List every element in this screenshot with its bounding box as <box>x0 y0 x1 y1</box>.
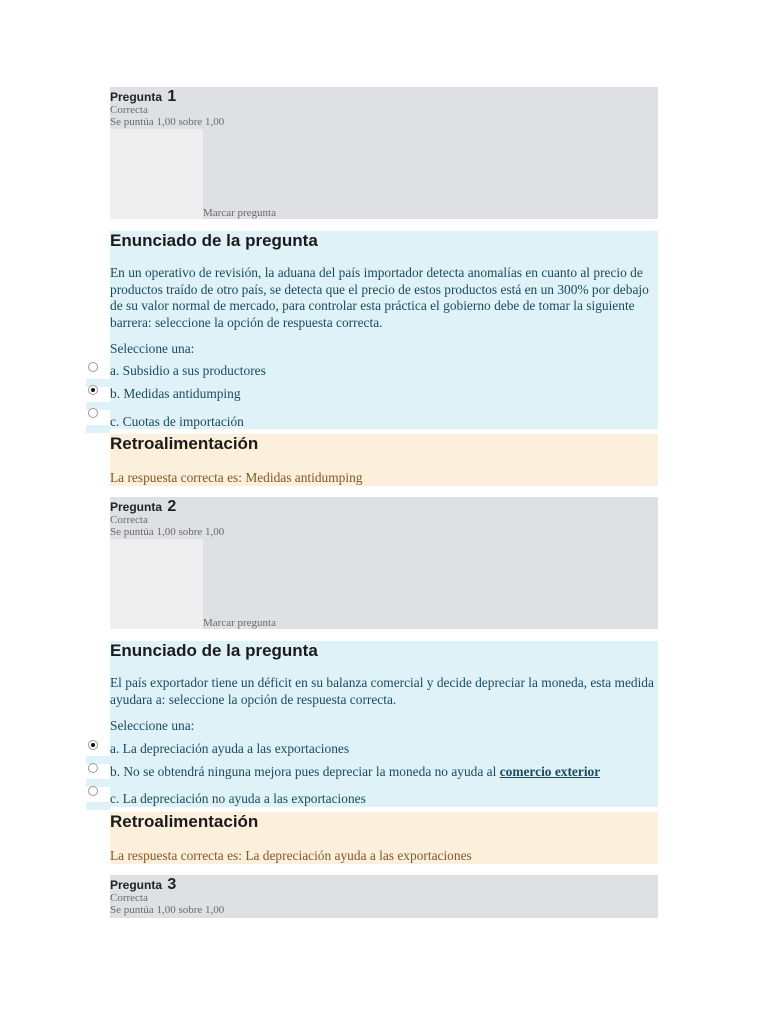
question-label: Pregunta <box>110 500 163 514</box>
flag-area <box>110 539 203 629</box>
answer-strip <box>86 425 110 433</box>
flag-question-link[interactable]: Marcar pregunta <box>203 617 276 629</box>
flag-area <box>110 129 203 219</box>
question-label: Pregunta <box>110 878 163 892</box>
feedback-2 <box>110 812 658 864</box>
question-grade: Se puntúa 1,00 sobre 1,00 <box>110 904 225 916</box>
question-text: En un operativo de revisión, la aduana del país importador detecta anomalías en cuanto al precio de productos traído de otro país, se detecta que el precio de estos productos está en un 300% por debajo de su valor normal de mercado, para controlar esta práctica el gobierno debe de tomar la siguiente barrera: seleccione la opción de respuesta correcta. <box>110 265 649 330</box>
question-text: El país exportador tiene un déficit en su balanza comercial y decide depreciar la moneda, esta medida ayudara a: seleccione la opción de respuesta correcta. <box>110 675 654 707</box>
answer-option-b[interactable] <box>110 764 600 780</box>
answer-radio-c[interactable] <box>88 408 98 418</box>
answer-option-a[interactable]: a. Subsidio a sus productores <box>110 363 266 378</box>
question-number-value: 3 <box>167 876 177 893</box>
feedback-heading: Retroalimentación <box>110 812 259 831</box>
answer-option-a[interactable]: a. La depreciación ayuda a las exportaciones <box>110 741 350 756</box>
question-grade: Se puntúa 1,00 sobre 1,00 <box>110 116 225 128</box>
question-number <box>110 90 658 104</box>
answer-option-c[interactable]: c. La depreciación no ayuda a las exportaciones <box>110 791 366 806</box>
question-number <box>110 500 658 514</box>
right-answer: La respuesta correcta es: Medidas antidumping <box>110 470 363 485</box>
question-state: Correcta <box>110 104 148 116</box>
question-info-1 <box>110 87 658 219</box>
feedback-heading: Retroalimentación <box>110 434 259 453</box>
glossary-link-comercio-exterior[interactable]: comercio exterior <box>499 764 601 779</box>
answer-option-b[interactable]: b. Medidas antidumping <box>110 386 241 401</box>
statement-heading: Enunciado de la pregunta <box>110 641 318 660</box>
answer-option-b-text: b. No se obtendrá ninguna mejora pues depreciar la moneda no ayuda al <box>110 764 500 779</box>
answer-strip <box>86 802 110 810</box>
right-answer: La respuesta correcta es: La depreciación ayuda a las exportaciones <box>110 848 472 863</box>
select-one-prompt: Seleccione una: <box>110 718 195 733</box>
flag-question-link[interactable]: Marcar pregunta <box>203 207 276 219</box>
question-info-3 <box>110 875 658 918</box>
question-state: Correcta <box>110 892 148 904</box>
answer-radio-c[interactable] <box>88 786 98 796</box>
select-one-prompt: Seleccione una: <box>110 341 195 356</box>
question-number-value: 1 <box>167 88 177 105</box>
answer-radio-b[interactable] <box>88 385 98 395</box>
question-formulation-2 <box>110 641 658 807</box>
feedback-1 <box>110 434 658 486</box>
question-label: Pregunta <box>110 90 163 104</box>
question-info-2 <box>110 497 658 629</box>
answer-option-c[interactable]: c. Cuotas de importación <box>110 414 244 429</box>
statement-heading: Enunciado de la pregunta <box>110 231 318 250</box>
question-state: Correcta <box>110 514 148 526</box>
answer-radio-b[interactable] <box>88 763 98 773</box>
answer-radio-a[interactable] <box>88 362 98 372</box>
question-number <box>110 878 658 892</box>
answer-radio-a[interactable] <box>88 740 98 750</box>
question-number-value: 2 <box>167 498 177 515</box>
question-grade: Se puntúa 1,00 sobre 1,00 <box>110 526 225 538</box>
